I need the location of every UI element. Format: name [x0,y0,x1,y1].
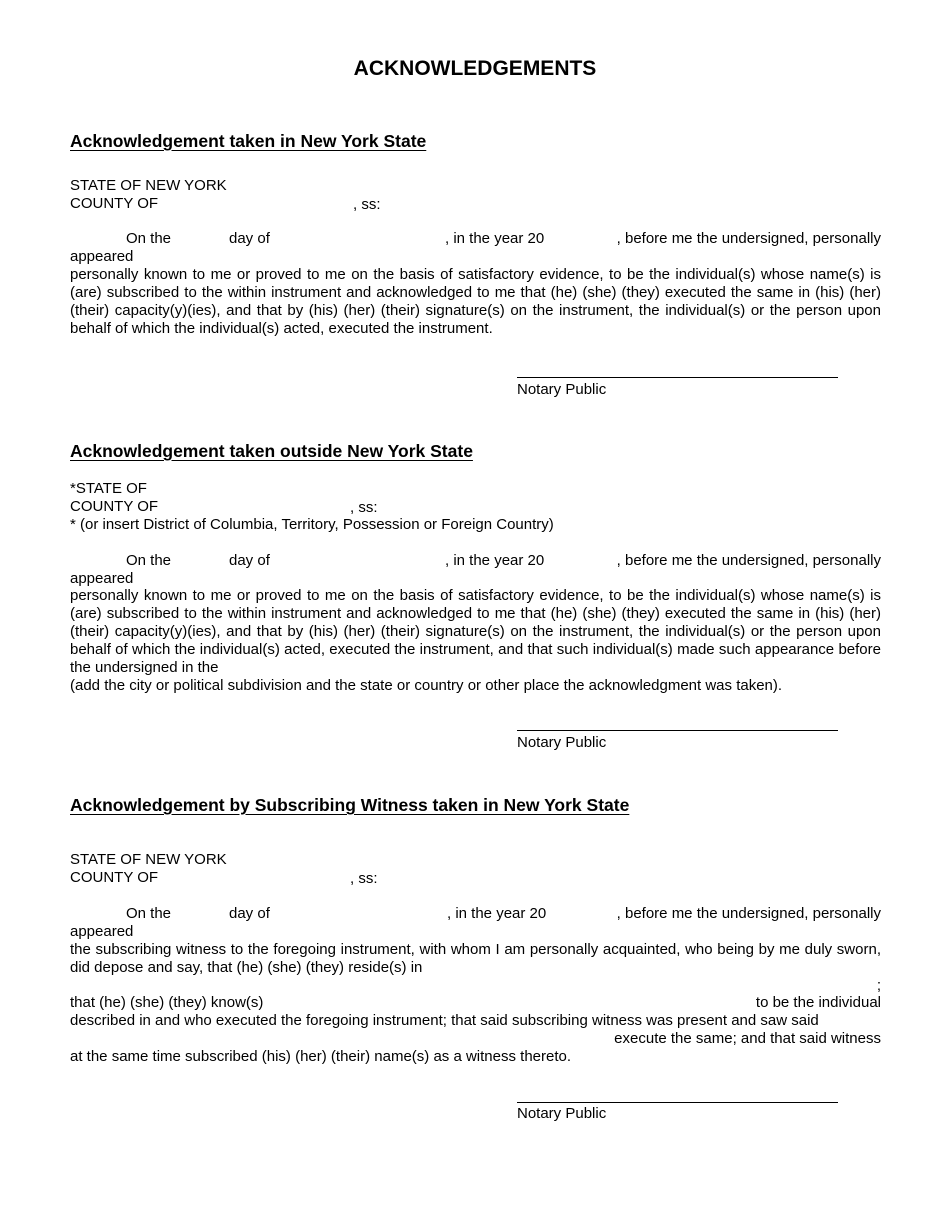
section3-know-right: to be the individual [755,994,881,1011]
page-title: ACKNOWLEDGEMENTS [353,57,597,80]
section3-before: , before me the undersigned, personally [616,905,881,922]
section3-year: , in the year 20 [447,905,547,922]
section3-know-left: that (he) (she) (they) know(s) [70,994,264,1011]
section1-signature-line [517,377,838,378]
section2-notary-label: Notary Public [517,734,607,751]
section2-day-of: day of [229,552,270,569]
section3-state: STATE OF NEW YORK [70,851,227,868]
section3-body2: described in and who executed the foregoing instrument; that said subscribing witness was present and saw said [70,1012,819,1029]
section3-county: COUNTY OF [70,869,159,886]
section3-body4: at the same time subscribed (his) (her) (their) name(s) as a witness thereto. [70,1048,572,1065]
section1-notary-label: Notary Public [517,381,607,398]
section2-body2: (add the city or political subdivision and the state or country or other place the acknowledgment was taken). [70,677,783,694]
section2-signature-line [517,730,838,731]
section2-body: personally known to me or proved to me on the basis of satisfactory evidence, to be the individual(s) whose name(s) is (are) subscribed to the within instrument and acknowledged to me that (he) (she) (they) executed the same in (his) (her) (their) capacity(y)(ies), and that by (his) (her) (their) signature(s) on the instrument, the individual(s) or the person upon behalf of which the individual(s) acted, executed the instrument, and that such individual(s) made such appearance before the undersigned in the [70,587,881,676]
section3-body1: the subscribing witness to the foregoing instrument, with whom I am personally acquainted, who being by me duly sworn, did depose and say, that (he) (she) (they) reside(s) in [70,941,881,976]
section2-ss: , ss: [350,499,378,516]
section2-on-the: On the [126,552,172,569]
section3-semicolon: ; [876,977,881,994]
section3-notary-label: Notary Public [517,1105,607,1122]
section3-on-the: On the [126,905,172,922]
section2-state: *STATE OF [70,480,147,497]
section3-day-of: day of [229,905,270,922]
section2-heading: Acknowledgement taken outside New York State [70,441,473,461]
section1-on-the: On the [126,230,172,247]
section1-year: , in the year 20 [445,230,545,247]
section3-appeared: appeared [70,923,134,940]
section1-appeared: appeared [70,248,134,265]
section2-appeared: appeared [70,570,134,587]
section2-note: * (or insert District of Columbia, Territory, Possession or Foreign Country) [70,516,554,533]
section1-ss: , ss: [353,196,381,213]
section3-body3: execute the same; and that said witness [614,1030,881,1047]
section2-before: , before me the undersigned, personally [616,552,881,569]
section3-signature-line [517,1102,838,1103]
section1-heading: Acknowledgement taken in New York State [70,131,427,151]
section1-state: STATE OF NEW YORK [70,177,227,194]
section1-body: personally known to me or proved to me on the basis of satisfactory evidence, to be the individual(s) whose name(s) is (are) subscribed to the within instrument and acknowledged to me that (he) (she) (they) executed the same in (his) (her) (their) capacity(y)(ies), and that by (his) (her) (their) signature(s) on the instrument, the individual(s) or the person upon behalf of which the individual(s) acted, executed the instrument. [70,266,881,337]
section3-heading: Acknowledgement by Subscribing Witness taken in New York State [70,795,630,815]
section2-year: , in the year 20 [445,552,545,569]
section3-ss: , ss: [350,870,378,887]
section2-county: COUNTY OF [70,498,159,515]
section1-day-of: day of [229,230,270,247]
section1-county: COUNTY OF [70,195,159,212]
section1-before: , before me the undersigned, personally [616,230,881,247]
